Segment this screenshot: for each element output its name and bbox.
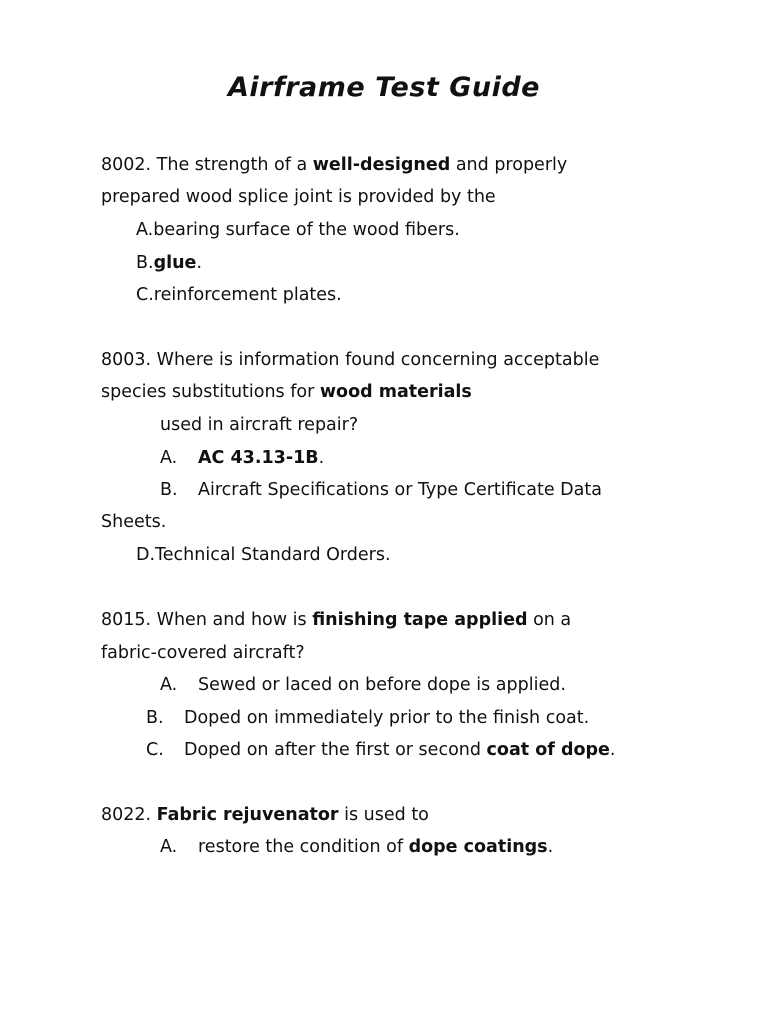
question-text: used in aircraft repair? bbox=[160, 415, 359, 435]
answer-option-b bbox=[136, 251, 202, 275]
option-letter: C. bbox=[146, 740, 164, 760]
option-letter: A. bbox=[136, 220, 154, 240]
question-text bbox=[101, 608, 571, 632]
document-title: Airframe Test Guide bbox=[228, 72, 540, 103]
question-text: prepared wood splice joint is provided by the bbox=[101, 187, 496, 207]
option-text: reinforcement plates. bbox=[153, 285, 342, 305]
option-text: Doped on immediately prior to the finish coat. bbox=[184, 708, 590, 728]
answer-option-a bbox=[160, 446, 324, 470]
answer-option-a bbox=[136, 218, 460, 242]
option-letter: A. bbox=[160, 448, 178, 468]
question-text-part: species substitutions for bbox=[101, 382, 320, 402]
option-text: glue bbox=[153, 253, 197, 273]
answer-option-d bbox=[136, 543, 391, 567]
option-letter: B. bbox=[136, 253, 154, 273]
answer-option-a bbox=[160, 673, 566, 697]
option-text: Aircraft Specifications or Type Certificate Data bbox=[198, 480, 602, 500]
option-letter: B. bbox=[146, 708, 164, 728]
bold-term: well-designed bbox=[312, 155, 451, 175]
option-text: restore the condition of bbox=[198, 837, 409, 857]
question-text: fabric-covered aircraft? bbox=[101, 643, 305, 663]
option-text: . bbox=[196, 253, 203, 273]
answer-option-c bbox=[146, 738, 615, 762]
question-text bbox=[101, 380, 472, 404]
answer-option-c bbox=[136, 283, 342, 307]
question-text bbox=[101, 153, 567, 177]
option-text: AC 43.13-1B bbox=[198, 448, 319, 468]
option-text: Sewed or laced on before dope is applied. bbox=[198, 675, 566, 695]
option-letter: D. bbox=[136, 545, 156, 565]
bold-term: finishing tape applied bbox=[312, 610, 528, 630]
option-text: bearing surface of the wood fibers. bbox=[153, 220, 460, 240]
option-text: Doped on after the first or second bbox=[184, 740, 487, 760]
option-text: Technical Standard Orders. bbox=[155, 545, 391, 565]
bold-term: dope coatings bbox=[408, 837, 548, 857]
question-text-part: 8015. When and how is bbox=[101, 610, 313, 630]
question-text: 8003. Where is information found concerning acceptable bbox=[101, 350, 600, 370]
answer-option-b bbox=[146, 706, 589, 730]
option-letter: A. bbox=[160, 675, 178, 695]
answer-option-b bbox=[160, 478, 602, 502]
option-letter: B. bbox=[160, 480, 178, 500]
question-text-part: 8022. bbox=[101, 805, 157, 825]
question-text bbox=[101, 803, 429, 827]
answer-option-b-continued: Sheets. bbox=[101, 512, 167, 532]
option-letter: A. bbox=[160, 837, 178, 857]
bold-term: wood materials bbox=[319, 382, 472, 402]
option-text: . bbox=[547, 837, 554, 857]
bold-term: coat of dope bbox=[486, 740, 610, 760]
question-text-part: and properly bbox=[450, 155, 568, 175]
bold-term: Fabric rejuvenator bbox=[156, 805, 339, 825]
option-text: . bbox=[609, 740, 616, 760]
question-text-part: 8002. The strength of a bbox=[101, 155, 313, 175]
question-text-part: is used to bbox=[338, 805, 429, 825]
question-text-part: on a bbox=[527, 610, 572, 630]
answer-option-a bbox=[160, 835, 553, 859]
option-text: . bbox=[318, 448, 325, 468]
option-letter: C. bbox=[136, 285, 154, 305]
